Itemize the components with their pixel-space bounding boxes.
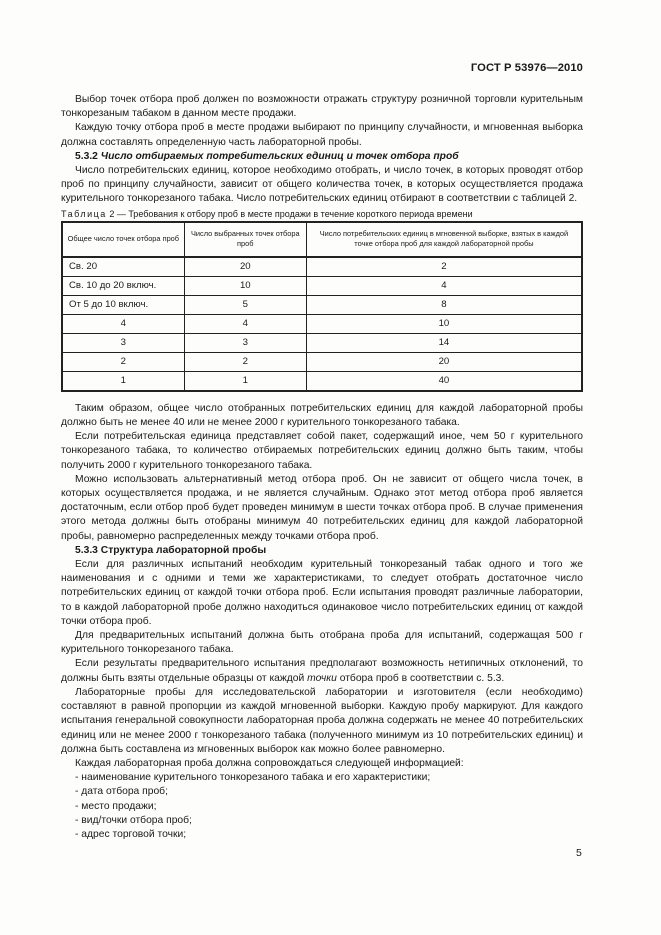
table-row [62,295,582,314]
table-cell: 1 [62,371,184,391]
sampling-table [61,221,583,392]
table-row [62,371,582,391]
section-heading-5-3-3: 5.3.3 Структура лабораторной пробы [75,544,267,556]
table-cell: 5 [184,295,306,314]
col-header: Число выбранных точек отбора проб [184,222,306,257]
paragraph: Если для различных испытаний необходим курительный тонкорезаный табак одного и того же наименования и с одними и теми же характеристиками, то следует отобрать достаточное число потребительских единиц от каждой точки отбора проб. Если испытания проводят различные лаборатории, то в каждой лабораторной пробе должно находиться одинаковое число потребительских единиц от каждой точки отбора проб. [61,559,583,627]
table-cell: 2 [62,352,184,371]
col-header: Общее число точек отбора проб [62,222,184,257]
paragraph: Для предварительных испытаний должна быть отобрана проба для испытаний, содержащая 500 г курительного тонкорезаного табака. [61,630,583,656]
paragraph: Каждая лабораторная проба должна сопровождаться следующей информацией: [75,757,464,769]
page-content [61,93,583,842]
table-row [62,257,582,277]
col-header: Число потребительских единиц в мгновенной выборке, взятых в каждой точке отбора проб для каждой лабораторной пробы [306,222,582,257]
list-item: - наименование курительного тонкорезаного табака и его характеристики; [75,772,431,784]
paragraph: Каждую точку отбора проб в месте продажи выбирают по принципу случайности, и мгновенная выборка должна составлять определенную часть лабораторной пробы. [61,122,583,148]
table-cell: 4 [184,314,306,333]
paragraph-text: Если результаты предварительного испытания предполагают возможность нетипичных отклонений, то должны быть взяты отдельные образцы от каждой [61,658,583,684]
table-cell: 3 [184,333,306,352]
table-row [62,333,582,352]
table-cell: 2 [184,352,306,371]
table-cell: 2 [306,257,582,277]
table-row [62,314,582,333]
section-heading-5-3-2 [61,150,583,164]
table-cell: 10 [184,276,306,295]
paragraph: Если потребительская единица представляет собой пакет, содержащий иное, чем 50 г курительного тонкорезаного табака, то количество отбираемых потребительских единиц должно быть таким, чтобы получить 2000 г курительного тонкорезаного табака. [61,431,583,471]
table-cell: 20 [306,352,582,371]
table-caption-label: Таблица [61,208,107,219]
paragraph: Выбор точек отбора проб должен по возможности отражать структуру розничной торговли курительным тонкорезаным табаком в данном месте продажи. [61,94,583,120]
paragraph: Таким образом, общее число отобранных потребительских единиц для каждой лабораторной пробы должно быть не менее 40 или не менее 2000 г курительного тонкорезаного табака. [61,402,583,429]
paragraph-text: отбора проб в соответствии с. 5.3. [339,672,505,684]
table-cell: 20 [184,257,306,277]
document-header: ГОСТ Р 53976—2010 [470,62,583,74]
table-cell: 4 [306,276,582,295]
table-cell: От 5 до 10 включ. [62,295,184,314]
list-item: - дата отбора проб; [75,786,168,798]
table-cell: Св. 20 [62,257,184,277]
table-cell: 8 [306,295,582,314]
table-cell: 3 [62,333,184,352]
paragraph: Лабораторные пробы для исследовательской лаборатории и изготовителя (если необходимо) составляют в равной пропорции из каждой мгновенной выборки. Каждую пробу маркируют. Для каждого испытания генеральной совокупности лабораторная проба должна содержать не менее 40 потребительских единиц или не менее 2000 г тонкорезаного табака (полученного минимум из 10 потребительских единиц) и должна быть составлена из мгновенных выборок как можно более равномерно. [61,686,583,755]
table-row [62,276,582,295]
paragraph: Можно использовать альтернативный метод отбора проб. Он не зависит от общего числа точек, в которых осуществляется продажа, и не является случайным. Однако этот метод отбора проб является достаточным, если отбор проб будет проведен минимум в шести точках отбора проб. В случае применения этого метода должны быть отобраны минимум 40 потребительских единиц для каждой лабораторной пробы, равномерно распределенных между точками отбора проб. [61,473,583,542]
section-title: Число отбираемых потребительских единиц и точек отбора проб [100,150,459,162]
info-list [61,771,583,842]
paragraph [61,657,583,685]
page-number: 5 [576,847,582,859]
section-number: 5.3.2 [75,150,98,162]
list-item: - вид/точки отбора проб; [75,814,192,826]
table-row [62,352,582,371]
table-cell: 1 [184,371,306,391]
list-item: - адрес торговой точки; [75,828,187,840]
table-header-row [62,222,582,257]
table-cell: 14 [306,333,582,352]
table-cell: 4 [62,314,184,333]
list-item: - место продажи; [75,800,157,812]
paragraph: Число потребительских единиц, которое необходимо отобрать, и число точек, в которых проводят отбор проб по принципу случайности, зависит от общего количества точек, в которых осуществляется продажа курительного тонкорезаного табака. Число потребительских единиц отбирают в соответствии с таблицей 2. [61,165,583,205]
table-cell: Св. 10 до 20 включ. [62,276,184,295]
table-cell: 40 [306,371,582,391]
table-caption-text: 2 — Требования к отбору проб в месте продажи в течение короткого периода времени [109,208,473,219]
table-caption [61,207,583,221]
emphasis-text: точки [307,672,337,684]
table-cell: 10 [306,314,582,333]
